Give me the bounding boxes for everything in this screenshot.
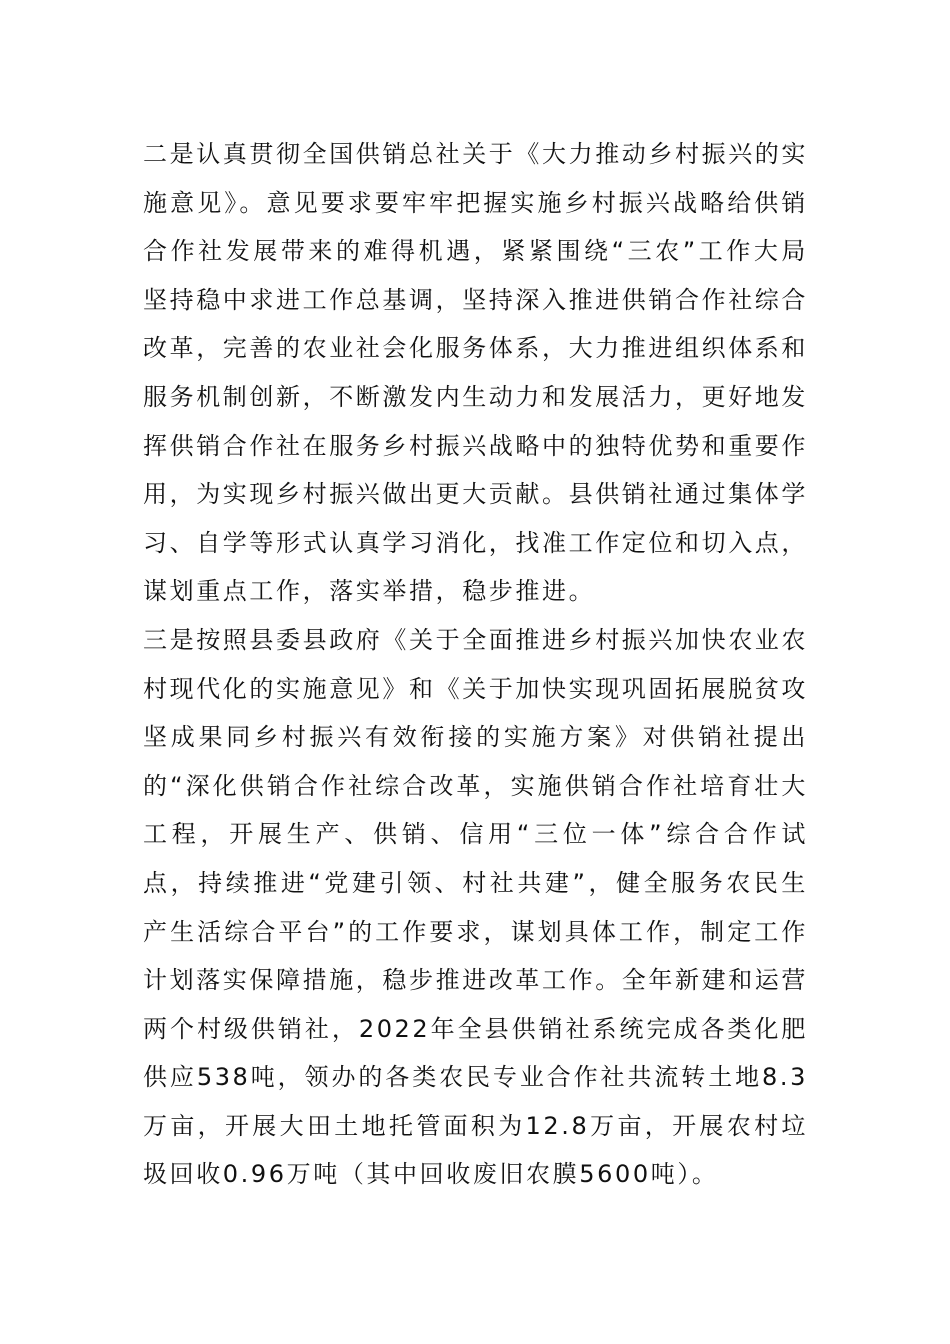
document-body [143, 130, 808, 1199]
paragraph-2: 二是认真贯彻全国供销总社关于《大力推动乡村振兴的实施意见》。意见要求要牢牢把握实施乡村振兴战略给供销合作社发展带来的难得机遇，紧紧围绕“三农”工作大局坚持稳中求进工作总基调，坚持深入推进供销合作社综合改革，完善的农业社会化服务体系，大力推进组织体系和服务机制创新，不断激发内生动力和发展活力，更好地发挥供销合作社在服务乡村振兴战略中的独特优势和重要作用，为实现乡村振兴做出更大贡献。县供销社通过集体学习、自学等形式认真学习消化，找准工作定位和切入点，谋划重点工作，落实举措，稳步推进。 [143, 140, 808, 606]
paragraph-3: 三是按照县委县政府《关于全面推进乡村振兴加快农业农村现代化的实施意见》和《关于加快实现巩固拓展脱贫攻坚成果同乡村振兴有效衔接的实施方案》对供销社提出的“深化供销合作社综合改革，实施供销合作社培育壮大工程，开展生产、供销、信用“三位一体”综合合作试点，持续推进“党建引领、村社共建”，健全服务农民生产生活综合平台”的工作要求，谋划具体工作，制定工作计划落实保障措施，稳步推进改革工作。全年新建和运营两个村级供销社，2022年全县供销社系统完成各类化肥供应538吨，领办的各类农民专业合作社共流转土地8.3万亩，开展大田土地托管面积为12.8万亩，开展农村垃圾回收0.96万吨（其中回收废旧农膜5600吨）。 [143, 625, 808, 1189]
